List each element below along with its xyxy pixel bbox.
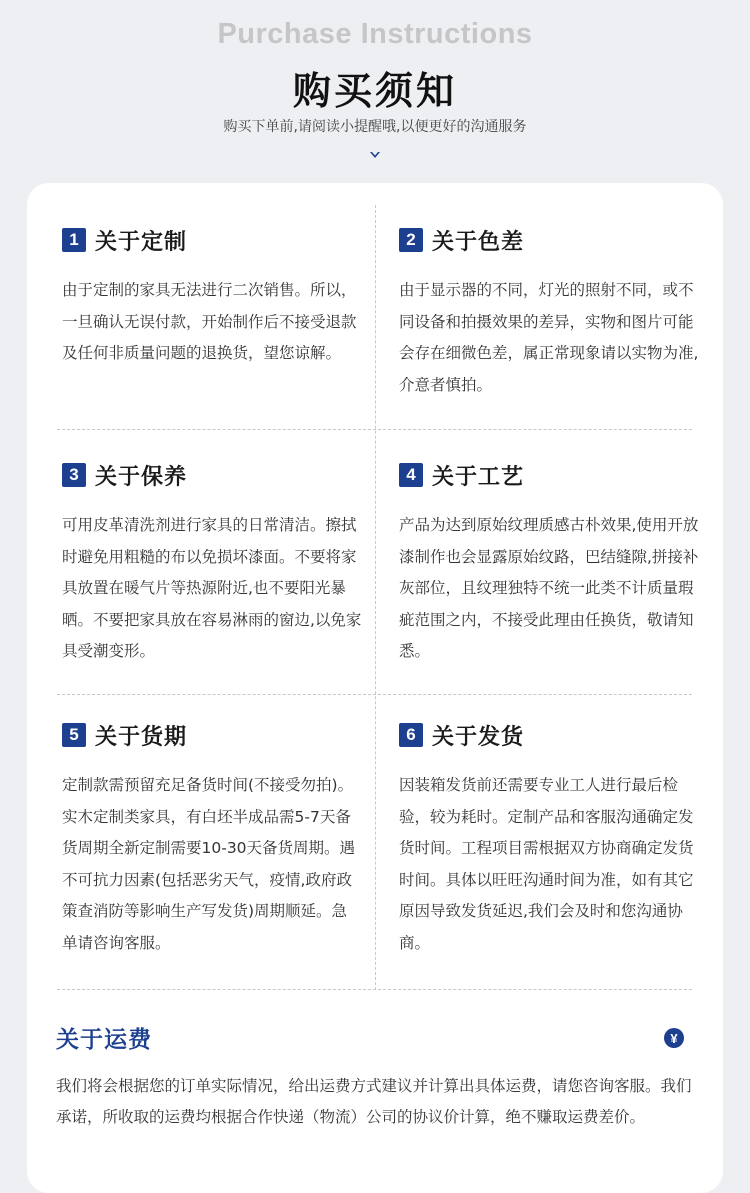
section-title: 关于色差 — [432, 229, 525, 255]
chevron-down-icon — [368, 148, 382, 162]
horizontal-divider — [57, 694, 692, 695]
section-title: 关于工艺 — [432, 464, 525, 490]
vertical-divider — [375, 205, 376, 990]
section-color-difference — [399, 225, 699, 401]
page-subtitle: 购买下单前,请阅读小提醒哦,以便更好的沟通服务 — [223, 119, 527, 135]
section-number-badge: 5 — [62, 723, 86, 747]
section-body: 由于定制的家具无法进行二次销售。所以，一旦确认无误付款，开始制作后不接受退款及任何非质量问题的退换货，望您谅解。 — [62, 281, 357, 362]
section-title: 关于发货 — [432, 724, 525, 750]
section-body: 因装箱发货前还需要专业工人进行最后检验，较为耗时。定制产品和客服沟通确定发货时间。工程项目需根据双方协商确定发货时间。具体以旺旺沟通时间为准，如有其它原因导致发货延迟,我们会及时和您沟通协商。 — [399, 776, 694, 952]
section-title: 关于定制 — [95, 229, 188, 255]
section-number-badge: 6 — [399, 723, 423, 747]
section-number-badge: 1 — [62, 228, 86, 252]
section-delivery — [399, 720, 699, 959]
section-number-badge: 3 — [62, 463, 86, 487]
section-lead-time — [62, 720, 362, 959]
yen-icon: ¥ — [664, 1028, 684, 1048]
section-title: 关于保养 — [95, 464, 188, 490]
section-maintenance — [62, 460, 362, 668]
section-body: 定制款需预留充足备货时间(不接受勿拍)。实木定制类家具，有白坯半成品需5-7天备货周期全新定制需要10-30天备货周期。遇不可抗力因素(包括恶劣天气，疫情,政府政策查消防等影响生产写发货)周期顺延。急单请咨询客服。 — [62, 776, 356, 952]
section-customization — [62, 225, 362, 370]
instructions-card — [27, 183, 723, 1193]
section-body: 产品为达到原始纹理质感古朴效果,使用开放漆制作也会显露原始纹路，巴结缝隙,拼接补灰部位，且纹理独特不统一此类不计质量瑕疵范围之内，不接受此理由任换货，敬请知悉。 — [399, 516, 699, 660]
horizontal-divider — [57, 989, 692, 990]
section-number-badge: 2 — [399, 228, 423, 252]
english-title: Purchase Instructions — [217, 18, 533, 50]
shipping-body: 我们将会根据您的订单实际情况，给出运费方式建议并计算出具体运费，请您咨询客服。我们承诺，所收取的运费均根据合作快递（物流）公司的协议价计算，绝不赚取运费差价。 — [56, 1077, 692, 1126]
horizontal-divider — [57, 429, 692, 430]
section-title: 关于货期 — [95, 724, 188, 750]
section-body: 可用皮革清洗剂进行家具的日常清洁。擦拭时避免用粗糙的布以免损坏漆面。不要将家具放置在暖气片等热源附近,也不要阳光暴晒。不要把家具放在容易淋雨的窗边,以免家具受潮变形。 — [62, 516, 362, 660]
section-number-badge: 4 — [399, 463, 423, 487]
section-body: 由于显示器的不同，灯光的照射不同，或不同设备和拍摄效果的差异，实物和图片可能会存在细微色差，属正常现象请以实物为准,介意者慎拍。 — [399, 281, 699, 394]
section-craftsmanship — [399, 460, 699, 668]
shipping-title: 关于运费 — [56, 1027, 152, 1053]
page-title: 购买须知 — [292, 69, 457, 113]
